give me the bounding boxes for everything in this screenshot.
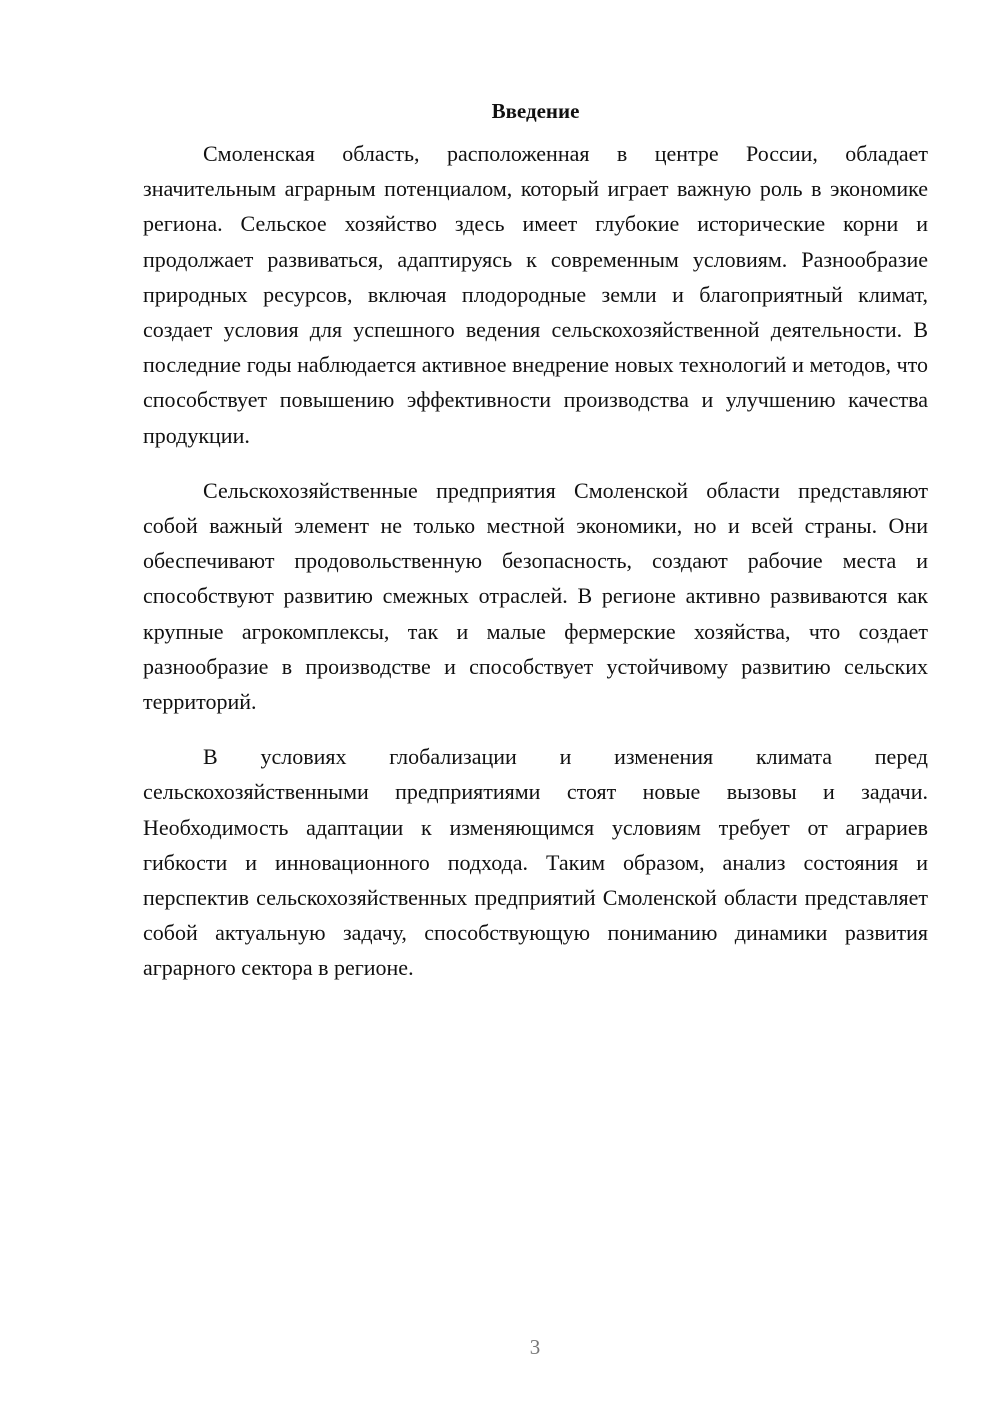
paragraph-3: В условиях глобализации и изменения климата перед сельскохозяйственными предприятиями стоят новые вызовы и задачи. Необходимость адаптации к изменяющимся условиям требует от аграриев гибкости и инновационного подхода. Таким образом, анализ состояния и перспектив сельскохозяйственных предприятий Смоленской области представляет собой актуальную задачу, способствующую пониманию динамики развития аграрного сектора в регионе. xyxy=(143,744,928,981)
page-content xyxy=(143,96,928,1006)
paragraph-1: Смоленская область, расположенная в центре России, обладает значительным аграрным потенциалом, который играет важную роль в экономике региона. Сельское хозяйство здесь имеет глубокие исторические корни и продолжает развиваться, адаптируясь к современным условиям. Разнообразие природных ресурсов, включая плодородные земли и благоприятный климат, создает условия для успешного ведения сельскохозяйственной деятельности. В последние годы наблюдается активное внедрение новых технологий и методов, что способствует повышению эффективности производства и улучшению качества продукции. xyxy=(143,141,928,448)
page-number: 3 xyxy=(529,1335,541,1359)
section-title: Введение xyxy=(491,99,580,123)
paragraph-2: Сельскохозяйственные предприятия Смоленской области представляют собой важный элемент не только местной экономики, но и всей страны. Они обеспечивают продовольственную безопасность, создают рабочие места и способствуют развитию смежных отраслей. В регионе активно развиваются как крупные агрокомплексы, так и малые фермерские хозяйства, что создает разнообразие в производстве и способствует устойчивому развитию сельских территорий. xyxy=(143,477,928,715)
